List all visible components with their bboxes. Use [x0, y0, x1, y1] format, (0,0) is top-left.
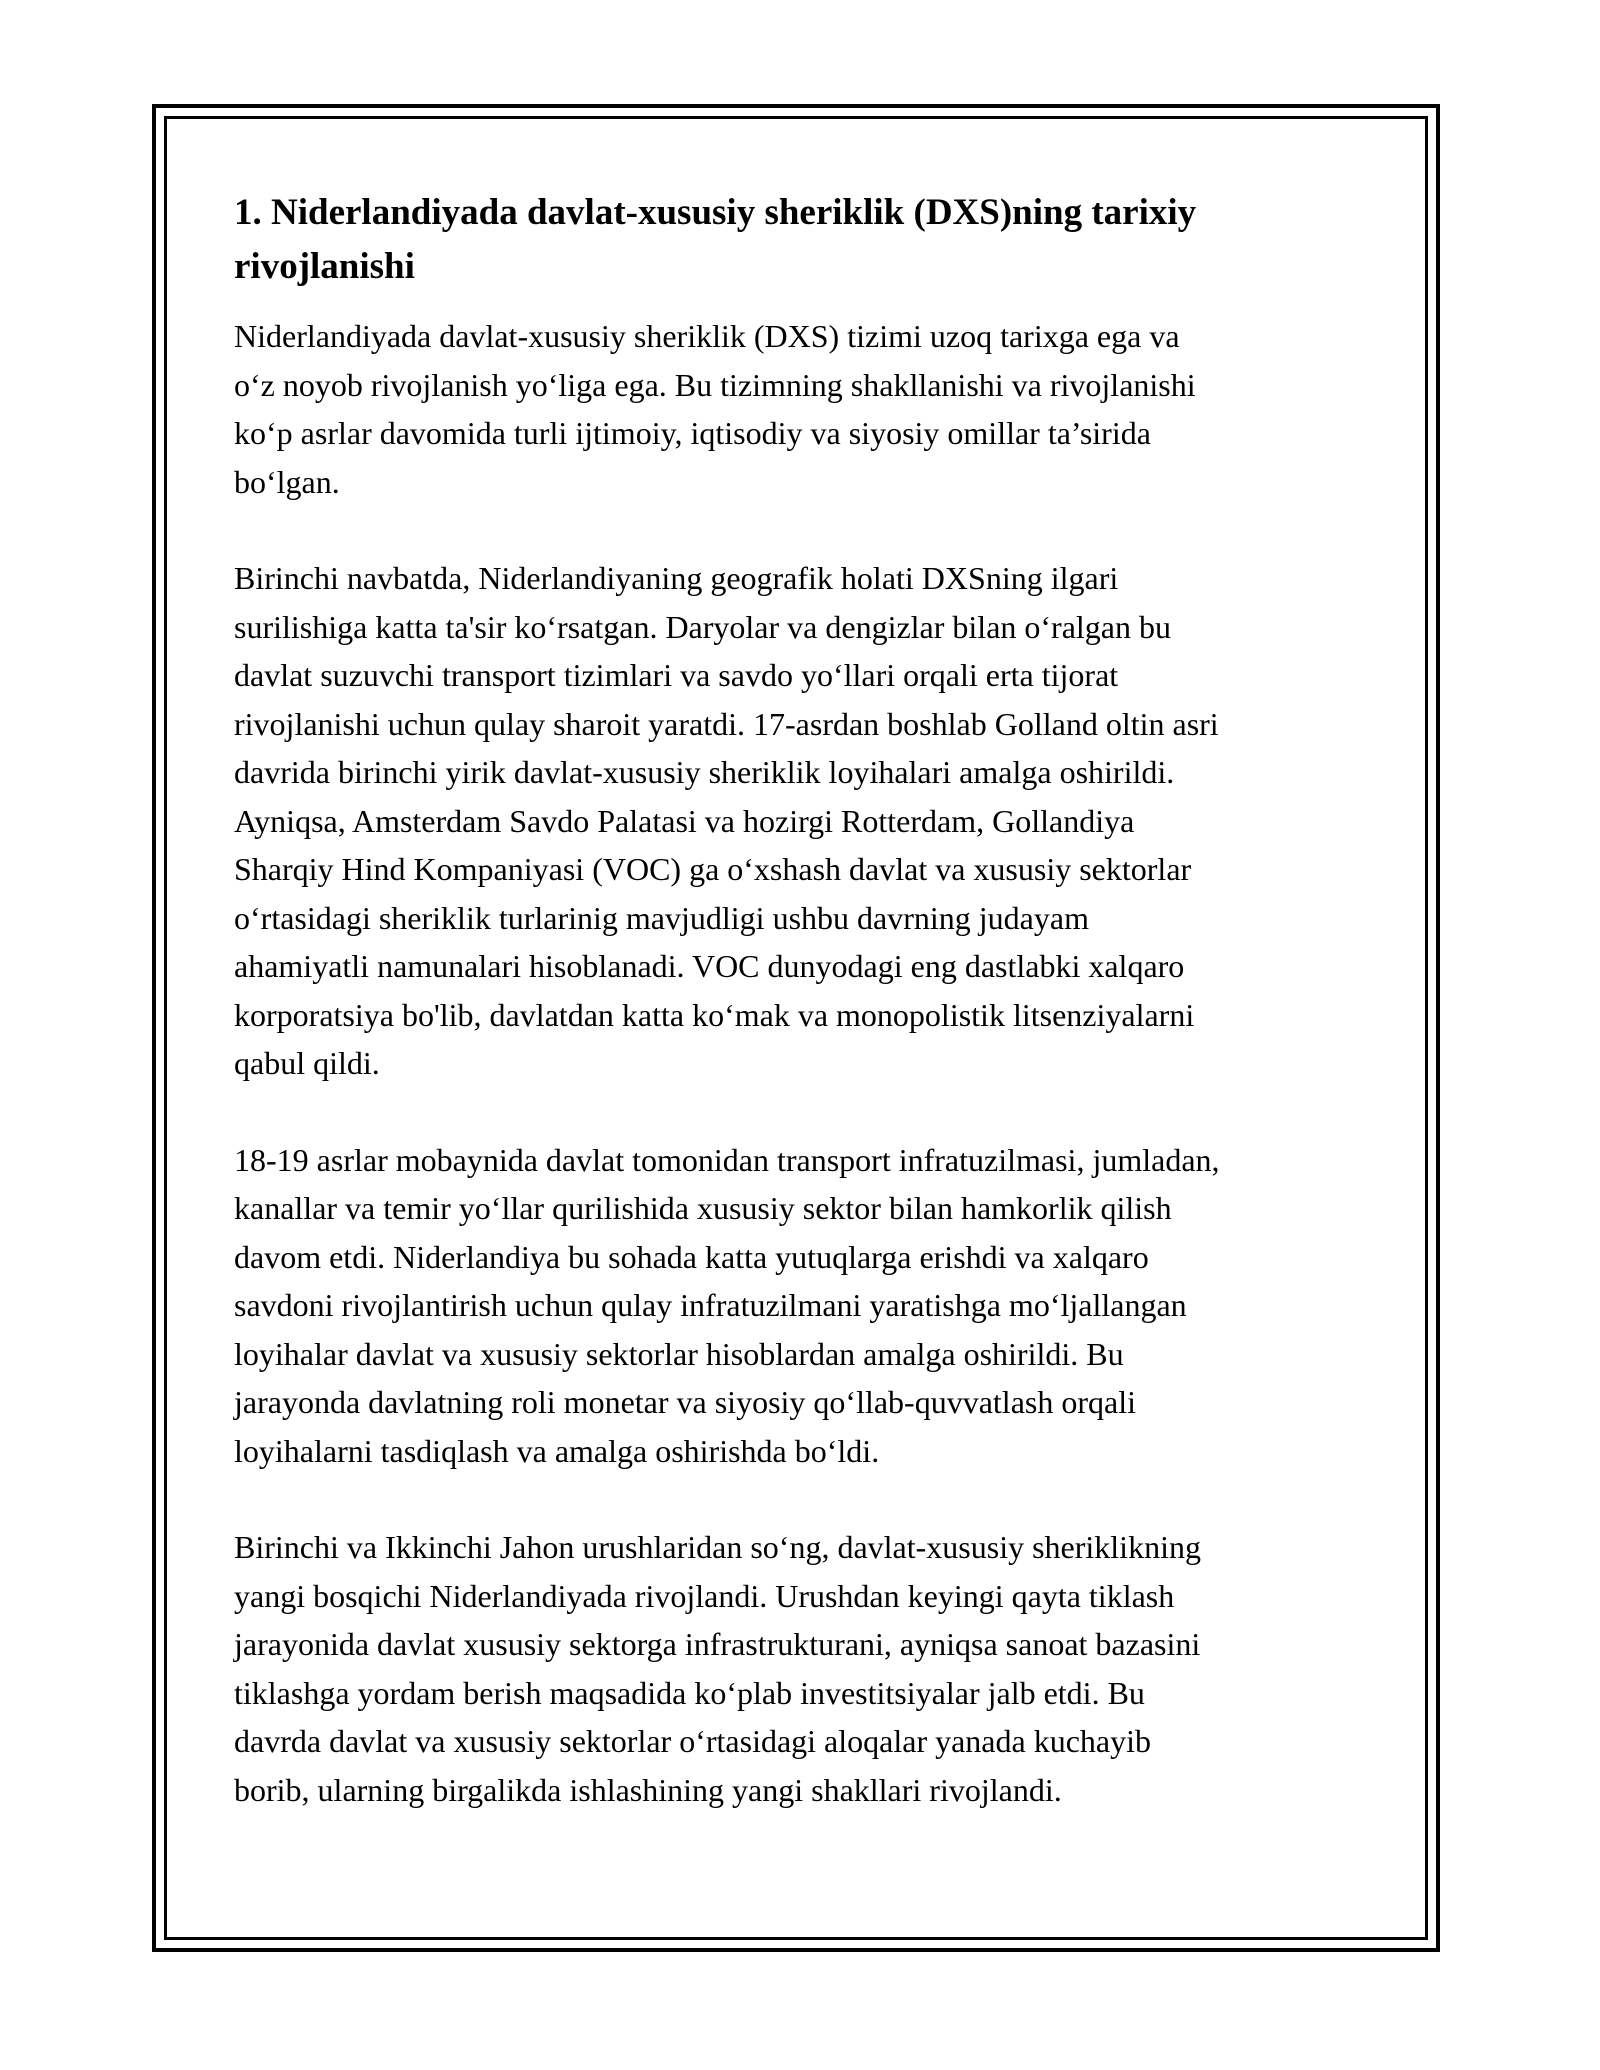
paragraph-4: Birinchi va Ikkinchi Jahon urushlaridan so‘ng, davlat-xususiy sheriklikning yangi bosqichi Niderlandiyada rivojlandi. Urushdan keyingi qayta tiklash jarayonida davlat xususiy sektorga infrastrukturani, ayniqsa sanoat bazasini tiklashga yordam berish maqsadida ko‘plab investitsiyalar jalb etdi. Bu davrda davlat va xususiy sektorlar o‘rtasidagi aloqalar yanada kuchayib borib, ularning birgalikda ishlashining yangi shakllari rivojlandi.	[234, 1529, 1201, 1808]
paragraph-1: Niderlandiyada davlat-xususiy sheriklik (DXS) tizimi uzoq tarixga ega va o‘z noyob rivojlanish yo‘liga ega. Bu tizimning shakllanishi va rivojlanishi ko‘p asrlar davomida turli ijtimoiy, iqtisodiy va siyosiy omillar ta’sirida bo‘lgan.	[234, 318, 1196, 500]
paragraph-3: 18-19 asrlar mobaynida davlat tomonidan transport infratuzilmasi, jumladan, kanallar va temir yo‘llar qurilishida xususiy sektor bilan hamkorlik qilish davom etdi. Niderlandiya bu sohada katta yutuqlarga erishdi va xalqaro savdoni rivojlantirish uchun qulay infratuzilmani yaratishga mo‘ljallangan loyihalar davlat va xususiy sektorlar hisoblardan amalga oshirildi. Bu jarayonda davlatning roli monetar va siyosiy qo‘llab-quvvatlash orqali loyihalarni tasdiqlash va amalga oshirishda bo‘ldi.	[234, 1141, 1220, 1469]
paragraph-2: Birinchi navbatda, Niderlandiyaning geografik holati DXSning ilgari surilishiga katta ta'sir ko‘rsatgan. Daryolar va dengizlar bilan o‘ralgan bu davlat suzuvchi transport tizimlari va savdo yo‘llari orqali erta tijorat rivojlanishi uchun qulay sharoit yaratdi. 17-asrdan boshlab Golland oltin asri davrida birinchi yirik davlat-xususiy sheriklik loyihalari amalga oshirildi. Ayniqsa, Amsterdam Savdo Palatasi va hozirgi Rotterdam, Gollandiya Sharqiy Hind Kompaniyasi (VOC) ga o‘xshash davlat va xususiy sektorlar o‘rtasidagi sheriklik turlarinig mavjudligi ushbu davrning judayam ahamiyatli namunalari hisoblanadi. VOC dunyodagi eng dastlabki xalqaro korporatsiya bo'lib, davlatdan katta ko‘mak va monopolistik litsenziyalarni qabul qildi.	[234, 560, 1219, 1081]
section-heading: 1. Niderlandiyada davlat-xususiy sheriklik (DXS)ning tarixiy rivojlanishi	[234, 192, 1197, 287]
document-body	[234, 186, 1384, 1862]
